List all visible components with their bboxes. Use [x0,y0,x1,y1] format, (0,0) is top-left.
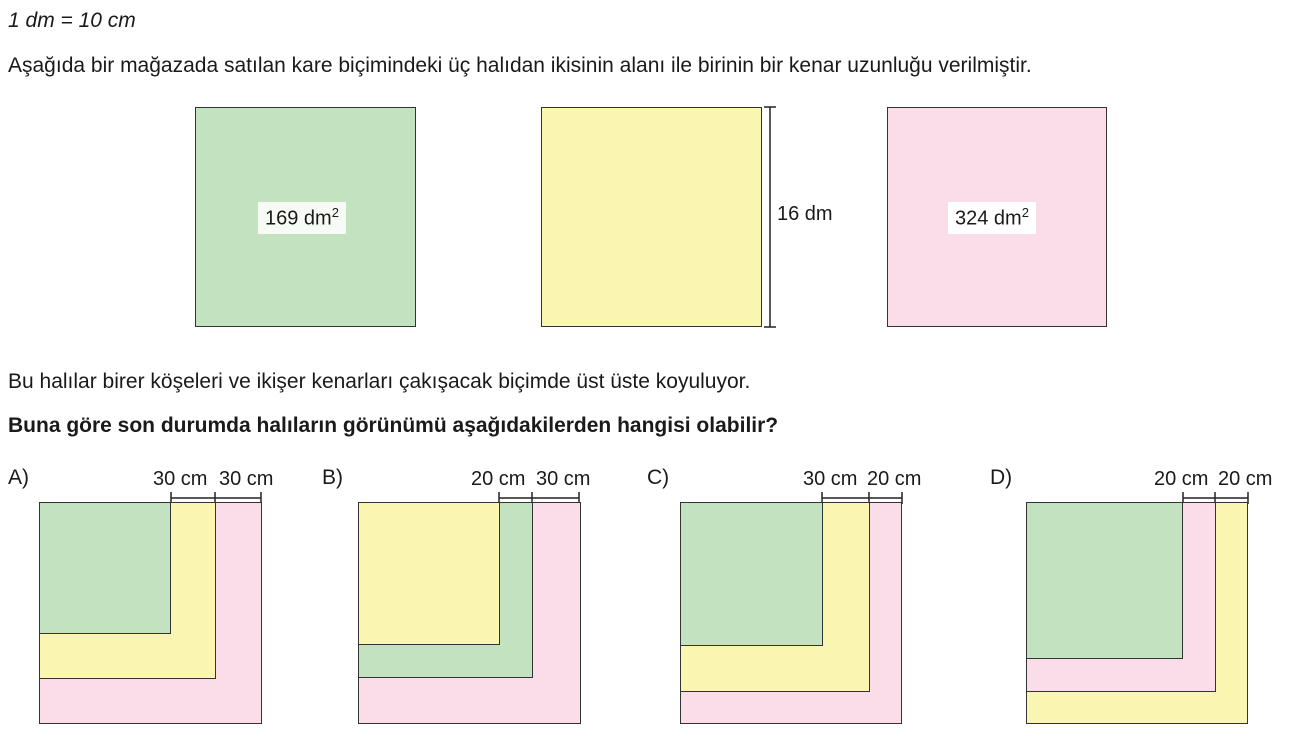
option-c-green [680,502,823,646]
intro-text: Aşağıda bir mağazada satılan kare biçimindeki üç halıdan ikisinin alanı ile birinin bir kenar uzunluğu verilmiştir. [8,54,1032,77]
option-c-dim1: 30 cm [803,468,858,490]
option-b-dim2: 30 cm [536,468,591,490]
unit-note: 1 dm = 10 cm [8,9,136,32]
option-b-yellow [358,502,500,645]
option-d[interactable] [990,466,1290,736]
yellow-side-label: 16 dm [777,203,833,225]
green-carpet [195,107,416,327]
pink-carpet [887,107,1107,327]
option-d-dim2: 20 cm [1218,468,1273,490]
green-area-label: 169 $dm^2$ [258,202,346,234]
option-c-dim2: 20 cm [867,468,922,490]
option-b[interactable] [322,466,622,736]
option-b-dim1: 20 cm [471,468,526,490]
option-c-letter: C) [647,466,670,489]
option-c[interactable] [647,466,947,736]
yellow-carpet [541,107,762,327]
question-text: Buna göre son durumda halıların görünümü aşağıdakilerden hangisi olabilir? [8,414,779,437]
option-d-letter: D) [990,466,1013,489]
option-a-letter: A) [8,466,29,489]
pink-area-label: 324 $dm^2$ [948,202,1036,234]
option-a-dim1: 30 cm [153,468,208,490]
option-b-letter: B) [322,466,343,489]
option-a[interactable] [8,466,308,736]
option-d-dim1: 20 cm [1154,468,1209,490]
option-d-green [1026,502,1183,659]
statement-text: Bu halılar birer köşeleri ve ikişer kenarları çakışacak biçimde üst üste koyuluyor. [8,370,751,393]
option-a-dim2: 30 cm [219,468,274,490]
option-a-green [39,502,171,634]
